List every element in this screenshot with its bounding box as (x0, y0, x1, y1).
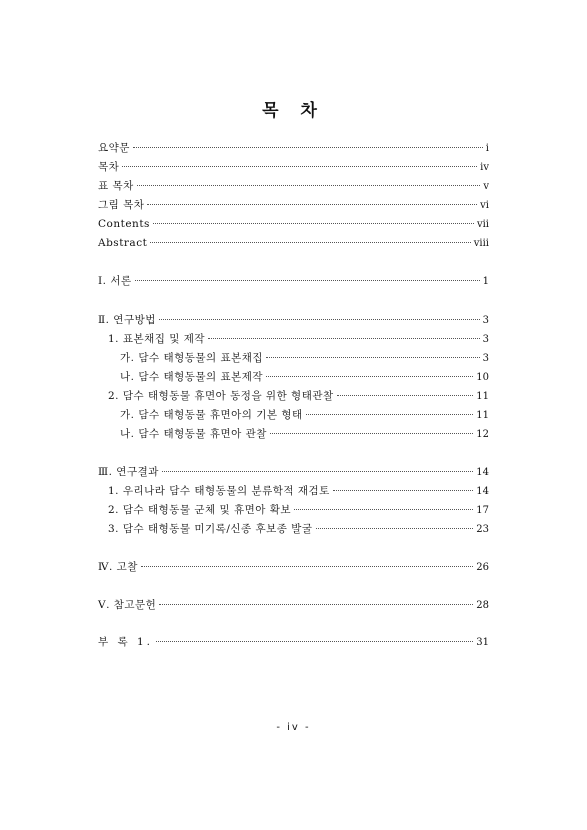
dot-leader (337, 395, 474, 396)
dot-leader (147, 204, 477, 205)
toc-entry-chapter-5[interactable] (98, 596, 489, 614)
toc-entry-abstract[interactable] (98, 234, 489, 252)
dot-leader (266, 357, 480, 358)
toc-label: 나. 담수 태형동물의 표본제작 (120, 371, 264, 383)
toc-page-number: 1 (482, 276, 489, 287)
dot-leader (306, 414, 474, 415)
toc-label: 2. 담수 태형동물 휴면아 동정을 위한 형태관찰 (108, 390, 334, 402)
toc-page-number: i (485, 143, 489, 154)
toc-entry-section-3-2[interactable] (108, 501, 489, 519)
toc-entry-chapter-4[interactable] (98, 558, 489, 576)
dot-leader (294, 509, 473, 510)
toc-page-number: 3 (482, 353, 489, 364)
dot-leader (333, 490, 473, 491)
dot-leader (316, 528, 474, 529)
toc-label: 그림 목차 (98, 199, 145, 211)
toc-page-number: 31 (476, 637, 489, 648)
toc-label: Ⅲ. 연구결과 (98, 466, 159, 478)
toc-entry-table-list[interactable] (98, 177, 489, 195)
toc-label: 가. 담수 태형동물 휴면아의 기본 형태 (120, 409, 303, 421)
toc-entry-summary[interactable] (98, 139, 489, 157)
toc-label: Ⅱ. 연구방법 (98, 314, 156, 326)
toc-label: 3. 담수 태형동물 미기록/신종 후보종 발굴 (108, 523, 313, 535)
toc-entry-section-2-1-a[interactable] (120, 349, 489, 367)
toc-entry-section-2-1-b[interactable] (120, 368, 489, 386)
toc-entry-chapter-1[interactable] (98, 272, 489, 290)
dot-leader (159, 604, 473, 605)
toc-entry-appendix-1[interactable] (98, 633, 489, 651)
toc-page-number: 28 (476, 600, 489, 611)
dot-leader (150, 242, 470, 243)
toc-label: 가. 담수 태형동물의 표본채집 (120, 352, 264, 364)
toc-entry-chapter-3[interactable] (98, 463, 489, 481)
toc-entry-section-2-1[interactable] (108, 330, 489, 348)
toc-page-number: 14 (476, 467, 489, 478)
toc-page-number: viii (473, 238, 489, 249)
toc-page-number: 11 (476, 410, 489, 421)
dot-leader (156, 641, 473, 642)
toc-page-number: 17 (476, 505, 489, 516)
dot-leader (266, 376, 473, 377)
toc-label: 1. 표본채집 및 제작 (108, 333, 206, 345)
toc-page-number: 11 (476, 391, 489, 402)
dot-leader (135, 280, 480, 281)
toc-page-number: 14 (476, 486, 489, 497)
toc-page-number: 3 (482, 315, 489, 326)
toc-entry-section-3-3[interactable] (108, 520, 489, 538)
toc-label: Ⅳ. 고찰 (98, 561, 138, 573)
toc-entry-section-2-2[interactable] (108, 387, 489, 405)
toc-entry-contents[interactable] (98, 158, 489, 176)
dot-leader (141, 566, 473, 567)
toc-label: 2. 담수 태형동물 군체 및 휴면아 확보 (108, 504, 292, 516)
toc-label: Ⅰ. 서론 (98, 275, 132, 287)
page-title: 목 차 (262, 101, 325, 121)
toc-page-number: 23 (476, 524, 489, 535)
toc-entry-section-3-1[interactable] (108, 482, 489, 500)
toc-label: 목차 (98, 161, 120, 173)
toc-page-number: 26 (476, 562, 489, 573)
dot-leader (208, 338, 480, 339)
toc-page-number: 10 (476, 372, 489, 383)
toc-page-number: iv (480, 162, 489, 173)
toc-label: 표 목차 (98, 180, 134, 192)
toc-entry-section-2-2-b[interactable] (120, 425, 489, 443)
toc-label: Ⅴ. 참고문헌 (98, 599, 157, 611)
toc-entry-figure-list[interactable] (98, 196, 489, 214)
toc-entry-section-2-2-a[interactable] (120, 406, 489, 424)
dot-leader (159, 319, 480, 320)
toc-label: 요약문 (98, 142, 130, 154)
toc-label: 부 록 1. (98, 636, 153, 648)
dot-leader (122, 166, 477, 167)
toc-label: 1. 우리나라 담수 태형동물의 분류학적 재검토 (108, 485, 330, 497)
toc-label: Contents (98, 218, 150, 230)
page-footer-number: - iv - (276, 722, 311, 733)
toc-label: Abstract (98, 237, 148, 249)
dot-leader (162, 471, 473, 472)
toc-page-number: 12 (476, 429, 489, 440)
dot-leader (133, 147, 483, 148)
dot-leader (270, 433, 473, 434)
toc-page-number: vi (480, 200, 489, 211)
dot-leader (153, 223, 474, 224)
toc-page-number: v (483, 181, 489, 192)
toc-entry-contents-en[interactable] (98, 215, 489, 233)
toc-label: 나. 담수 태형동물 휴면아 관찰 (120, 428, 267, 440)
dot-leader (137, 185, 481, 186)
toc-entry-chapter-2[interactable] (98, 311, 489, 329)
toc-page-number: vii (476, 219, 489, 230)
toc-page-number: 3 (482, 334, 489, 345)
